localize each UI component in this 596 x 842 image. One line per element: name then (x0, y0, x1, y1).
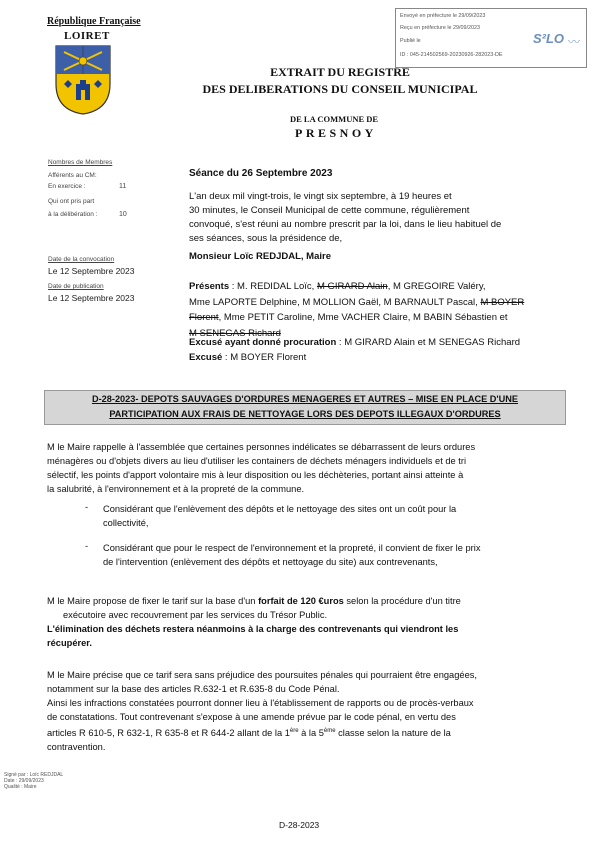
publication-date: Le 12 Septembre 2023 (48, 293, 135, 303)
seance-line-2: 30 minutes, le Conseil Municipal de cette commune, régulièrement (189, 205, 470, 216)
presents-label: Présents (189, 281, 230, 292)
republique-francaise: République Française (47, 16, 141, 27)
p3-line-6: contravention. (47, 742, 106, 753)
signature-quality: Qualité : Maire (4, 784, 37, 790)
bullet-1-marker: - (85, 502, 89, 512)
afferents-label: Afférents au CM: (48, 172, 97, 179)
bullet-1-line-1: Considérant que l'enlèvement des dépôts et le nettoyage des sites ont un coût pour la (103, 504, 457, 514)
seance-line-4: ses séances, sous la présidence de, (189, 233, 343, 244)
excuse-text: : M BOYER Florent (222, 352, 307, 363)
presents-text-d: Mme LAPORTE Delphine, M MOLLION Gaël, M BARNAULT Pascal, (189, 296, 481, 308)
deliberation-value: 10 (119, 211, 127, 218)
coat-of-arms-icon (54, 44, 112, 116)
procuration-text: : M GIRARD Alain et M SENEGAS Richard (336, 337, 521, 348)
signature-block (4, 772, 63, 790)
p1-line-2: ménagères ou d'objets divers au lieu d'utiliser les containers de déchets ménagers individuels et de tri (47, 456, 467, 466)
p3-sup-1: ère (289, 728, 299, 734)
maire-name: Monsieur Loïc REDJDAL, Maire (189, 251, 331, 262)
p1-line-4: la salubrité, à l'environnement et à la propreté de la commune. (47, 484, 305, 494)
stamp-sent: Envoyé en préfecture le 29/09/2023 (400, 13, 486, 19)
bullet-1 (103, 502, 563, 530)
excuse (189, 352, 306, 363)
deliberation-title-line-2: PARTICIPATION AUX FRAIS DE NETTOYAGE LORS DES DEPOTS ILLEGAUX D'ORDURES (109, 409, 501, 419)
p1-line-3: sélectif, les points d'apport volontaire mis à leur disposition ou les déchèteries, portant ainsi atteinte à (47, 470, 464, 480)
p3-line-5 (47, 724, 567, 740)
bullet-2-line-1: Considérant que pour le respect de l'environnement et la propreté, il convient de fixer le prix (103, 543, 481, 553)
p3-line-5-b: à la 5 (298, 728, 324, 739)
p2-line-1 (47, 594, 567, 608)
departement-name: LOIRET (64, 30, 110, 42)
en-exercice-label: En exercice : (48, 183, 86, 190)
presents-text-a: : M. REDIDAL Loïc, (229, 281, 317, 292)
seance-title: Séance du 26 Septembre 2023 (189, 168, 333, 179)
p2-line-2: exécutoire avec recouvrement par les services du Trésor Public. (63, 610, 328, 620)
p3-line-2: notamment sur la base des articles R.632-1 et R.635-8 du Code Pénal. (47, 684, 340, 694)
presents-block (189, 279, 559, 341)
presents-struck-girard: M GIRARD Alain (316, 281, 388, 292)
convocation-date: Le 12 Septembre 2023 (48, 266, 135, 276)
commune-prefix: DE LA COMMUNE DE (290, 114, 379, 124)
p2-line-3: L'élimination des déchets restera néanmoins à la charge des contrevenants qui viendront les (47, 624, 459, 634)
s2lo-swoosh-icon: 〰 (567, 35, 580, 49)
prefecture-stamp (395, 8, 587, 68)
title-line-1: EXTRAIT DU REGISTRE (270, 65, 410, 79)
signature-date: Date : 29/09/2023 (4, 778, 44, 784)
presents-struck-florent: Florent (189, 312, 219, 323)
presents-text-c: , M GREGOIRE Valéry, (387, 281, 486, 292)
deliberation-title-banner (44, 390, 566, 425)
title-line-2: DES DELIBERATIONS DU CONSEIL MUNICIPAL (202, 82, 478, 96)
bullet-1-line-2: collectivité, (103, 518, 149, 528)
qui-ont-pris-label: Qui ont pris part (48, 198, 95, 205)
excuse-label: Excusé (189, 352, 223, 363)
bullet-2 (103, 541, 563, 569)
s2lo-logo: S²LO (532, 31, 564, 46)
deliberation-label: à la délibération : (48, 211, 98, 218)
p3-line-3: Ainsi les infractions constatées pourront donner lieu à l'établissement de rapports ou de procès-verbaux (47, 698, 474, 708)
footer-code: D-28-2023 (279, 820, 320, 830)
procuration-label: Excusé ayant donné procuration (189, 337, 337, 348)
members-heading: Nombres de Membres (48, 159, 113, 166)
presents-struck-senegas: M SENEGAS Richard (189, 327, 281, 339)
publication-label: Date de publication (48, 283, 104, 290)
paragraph-1 (47, 440, 567, 496)
convocation-label: Date de la convocation (48, 256, 115, 263)
stamp-received: Reçu en préfecture le 29/09/2023 (400, 25, 481, 31)
p2-text-b: selon la procédure d'un titre (343, 596, 461, 606)
p3-line-5-c: classe selon la nature de la (335, 728, 451, 739)
p2-forfait: forfait de 120 €uros (258, 596, 344, 606)
p3-sup-2: ème (323, 728, 336, 734)
seance-paragraph (189, 190, 549, 246)
paragraph-2 (47, 594, 567, 650)
en-exercice-value: 11 (119, 183, 127, 190)
p1-line-1: M le Maire rappelle à l'assemblée que certaines personnes indélicates se débarrassent de leurs ordures (47, 442, 476, 452)
bullet-2-line-2: de l'intervention (enlèvement des dépôts et nettoyage du site) aux contrevenants, (103, 557, 438, 567)
commune-name: PRESNOY (295, 126, 377, 140)
seance-line-3: convoqué, s'est réuni au nombre prescrit par la loi, dans le lieu habituel de (189, 219, 502, 230)
p2-text-a: M le Maire propose de fixer le tarif sur la base d'un (47, 596, 259, 606)
seance-line-1: L'an deux mil vingt-trois, le vingt six septembre, à 19 heures et (189, 191, 452, 202)
p3-line-5-a: articles R 610-5, R 632-1, R 635-8 et R 644-2 allant de la 1 (47, 728, 290, 739)
stamp-published: Publié le (400, 38, 421, 44)
p2-line-4: récupérer. (47, 638, 92, 648)
p3-line-1: M le Maire précise que ce tarif sera sans préjudice des poursuites pénales qui pourraient être engagées, (47, 670, 477, 680)
bullet-2-marker: - (85, 541, 89, 551)
presents-struck-boyer: M BOYER (480, 296, 525, 308)
presents-text-g: , Mme PETIT Caroline, Mme VACHER Claire, M BABIN Sébastien et (218, 312, 508, 323)
excuse-procuration (189, 337, 520, 348)
paragraph-3 (47, 668, 567, 754)
p3-line-4: de constatations. Tout contrevenant s'expose à une amende prévue par le code pénal, en vertu des (47, 712, 456, 722)
stamp-id: ID : 045-214502569-20230926-282023-DE (400, 52, 503, 58)
deliberation-title-line-1: D-28-2023- DEPOTS SAUVAGES D'ORDURES MENAGERES ET AUTRES – MISE EN PLACE D'UNE (91, 394, 519, 404)
signature-signed-by: Signé par : Loïc REDJDAL (4, 772, 64, 778)
document-title (190, 64, 490, 98)
